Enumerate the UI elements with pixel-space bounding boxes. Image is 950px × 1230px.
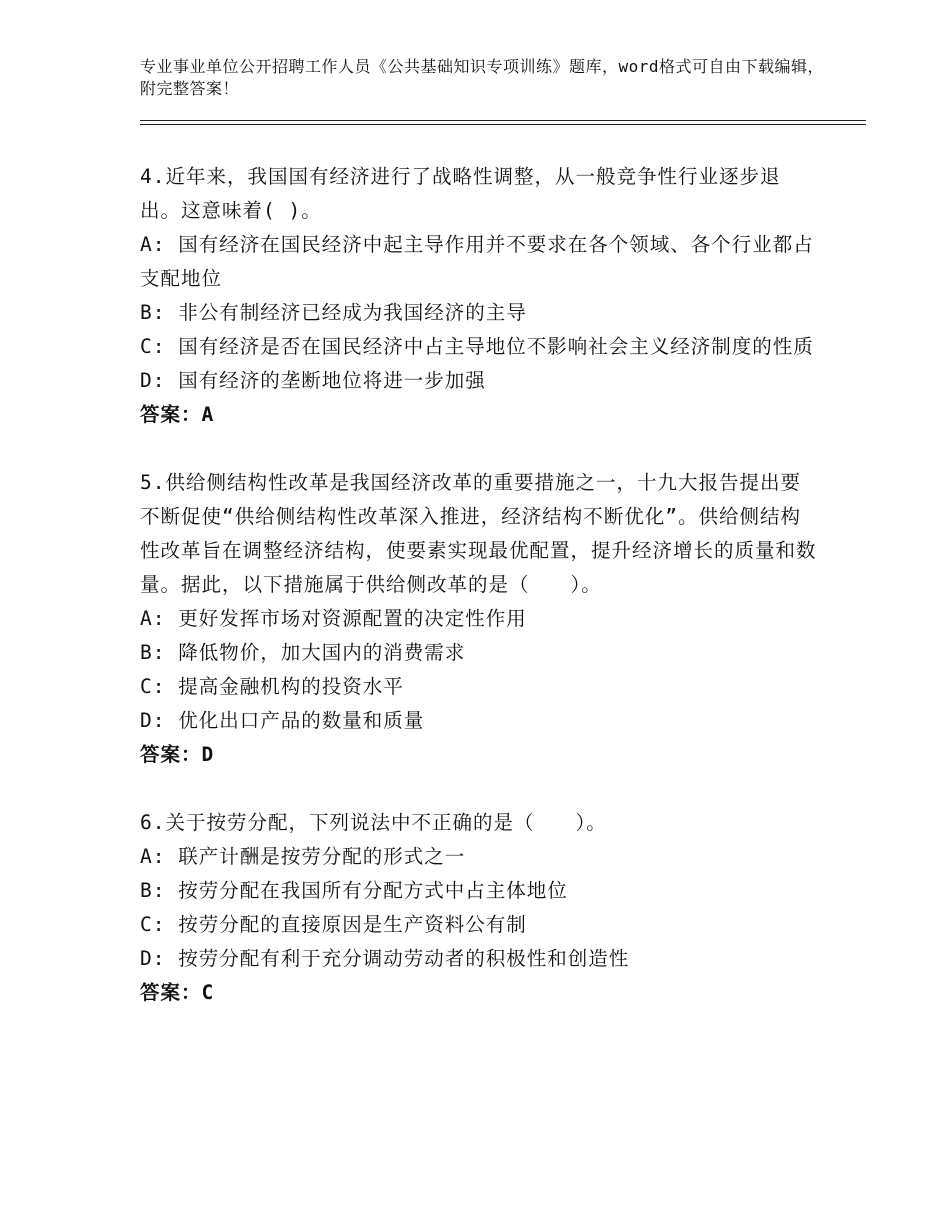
option-a: A: 联产计酬是按劳分配的形式之一 (140, 845, 466, 868)
option-a: A: 更好发挥市场对资源配置的决定性作用 (140, 607, 527, 630)
question-list (140, 160, 820, 1044)
answer-label: 答案： (140, 744, 202, 766)
answer-value: C (201, 981, 215, 1004)
question-stem: 6.关于按劳分配，下列说法中不正确的是（ ）。 (140, 811, 607, 834)
option-b: B: 按劳分配在我国所有分配方式中占主体地位 (140, 879, 568, 902)
answer-label: 答案： (140, 982, 202, 1004)
answer-line (140, 976, 820, 1010)
answer-value: A (201, 403, 215, 426)
option-b: B: 降低物价，加大国内的消费需求 (140, 641, 466, 664)
question-4 (140, 160, 820, 432)
option-c: C: 按劳分配的直接原因是生产资料公有制 (140, 913, 527, 936)
question-stem: 5.供给侧结构性改革是我国经济改革的重要措施之一，十九大报告提出要不断促使“供给侧结构性改革深入推进，经济结构不断优化”。供给侧结构性改革旨在调整经济结构，使要素实现最优配置，提升经济增长的质量和数量。据此，以下措施属于供给侧改革的是（ ）。 (140, 471, 817, 596)
option-b: B: 非公有制经济已经成为我国经济的主导 (140, 301, 527, 324)
option-d: D: 按劳分配有利于充分调动劳动者的积极性和创造性 (140, 947, 630, 970)
question-5 (140, 466, 820, 772)
question-6 (140, 806, 820, 1010)
option-c: C: 国有经济是否在国民经济中占主导地位不影响社会主义经济制度的性质 (140, 335, 814, 358)
answer-line (140, 398, 820, 432)
document-header (140, 56, 830, 100)
option-c: C: 提高金融机构的投资水平 (140, 675, 404, 698)
header-double-rule (140, 120, 866, 125)
option-d: D: 优化出口产品的数量和质量 (140, 709, 425, 732)
option-a: A: 国有经济在国民经济中起主导作用并不要求在各个领域、各个行业都占支配地位 (140, 233, 814, 290)
question-stem: 4.近年来，我国国有经济进行了战略性调整，从一般竞争性行业逐步退出。这意味着( )。 (140, 165, 781, 222)
answer-label: 答案： (140, 404, 202, 426)
answer-line (140, 738, 820, 772)
option-d: D: 国有经济的垄断地位将进一步加强 (140, 369, 486, 392)
header-title: 专业事业单位公开招聘工作人员《公共基础知识专项训练》题库，word格式可自由下载编辑，附完整答案！ (140, 57, 825, 98)
answer-value: D (201, 743, 215, 766)
